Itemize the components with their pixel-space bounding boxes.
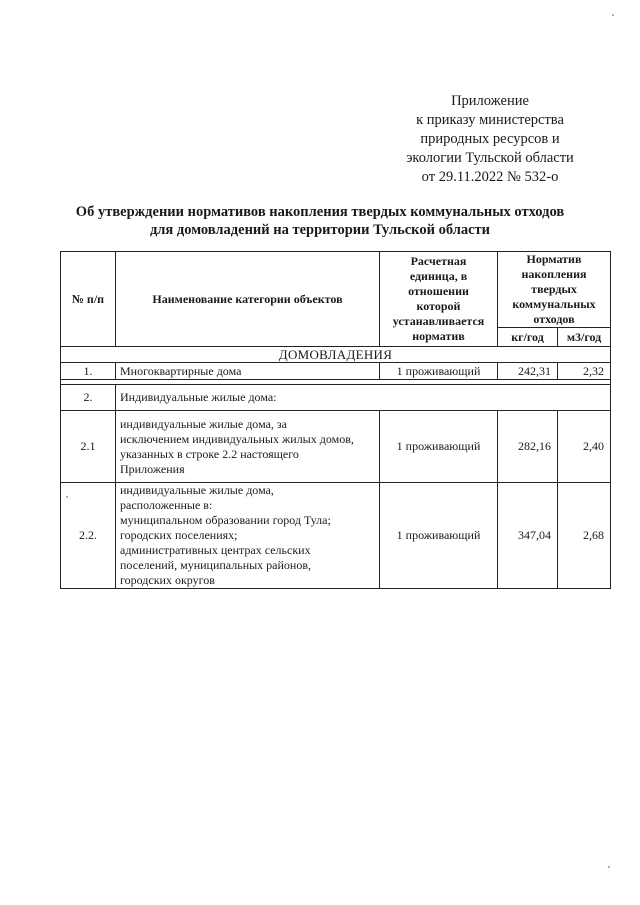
title-line: для домовладений на территории Тульской области [149,222,491,238]
row-name-line: расположенные в: [120,498,213,512]
header-norm-line: Норматив [526,252,582,266]
scan-speck [66,496,68,498]
row-kg: 242,31 [498,363,558,380]
appendix-reference [380,92,600,187]
header-norm-line: твердых [531,282,577,296]
row-num: 2. [61,385,116,411]
appendix-line: к приказу министерства [416,112,564,128]
row-kg: 282,16 [498,411,558,483]
section-row [61,347,611,363]
row-unit: 1 проживающий [380,411,498,483]
section-label: ДОМОВЛАДЕНИЯ [61,347,611,363]
row-name [116,385,611,411]
row-name-line: поселений, муниципальных районов, [120,558,312,572]
row-m3: 2,68 [558,483,611,589]
row-name [116,363,380,380]
row-name [116,411,380,483]
table-header-row [61,252,611,328]
row-name-line: городских поселениях; [120,528,238,542]
row-num: 2.2. [61,483,116,589]
row-name [116,483,380,589]
header-norm-line: накопления [521,267,587,281]
header-kg: кг/год [498,328,558,347]
row-m3: 2,40 [558,411,611,483]
header-name: Наименование категории объектов [116,252,380,347]
appendix-line: природных ресурсов и [420,131,560,147]
header-norm-line: отходов [533,312,575,326]
row-name-line: Многоквартирные дома [120,363,242,378]
table-row [61,363,611,380]
table-row [61,483,611,589]
header-unit-line: устанавливается [392,314,485,328]
header-unit-line: единица, в [409,269,468,283]
table-row [61,411,611,483]
row-name-line: Приложения [120,461,185,476]
row-unit: 1 проживающий [380,363,498,380]
table-row [61,385,611,411]
scan-speck [612,14,614,16]
header-m3: м3/год [558,328,611,347]
appendix-line: экологии Тульской области [406,150,574,166]
norms-table [60,251,611,589]
row-name-line: городских округов [120,573,215,587]
row-name-line: исключением индивидуальных жилых домов, [120,431,354,446]
header-unit-line: отношении [408,284,469,298]
header-norm [498,252,611,328]
appendix-line: Приложение [451,93,529,109]
header-unit [380,252,498,347]
row-name-line: Индивидуальные жилые дома: [120,390,277,404]
document-title [40,203,600,239]
row-name-line: административных центрах сельских [120,543,311,557]
header-num: № п/п [61,252,116,347]
appendix-line: от 29.11.2022 № 532-о [421,169,559,185]
header-norm-line: коммунальных [512,297,596,311]
row-name-line: индивидуальные жилые дома, за [120,416,287,431]
title-line: Об утверждении нормативов накопления твердых коммунальных отходов [75,204,565,220]
row-name-line: муниципальном образовании город Тула; [120,513,331,527]
row-name-line: указанных в строке 2.2 настоящего [120,446,299,461]
header-unit-line: которой [416,299,461,313]
row-num: 2.1 [61,411,116,483]
header-unit-line: Расчетная [410,254,467,268]
row-kg: 347,04 [498,483,558,589]
header-unit-line: норматив [412,329,465,343]
row-m3: 2,32 [558,363,611,380]
row-num: 1. [61,363,116,380]
scan-speck [608,866,610,868]
row-unit: 1 проживающий [380,483,498,589]
row-name-line: индивидуальные жилые дома, [120,483,274,497]
